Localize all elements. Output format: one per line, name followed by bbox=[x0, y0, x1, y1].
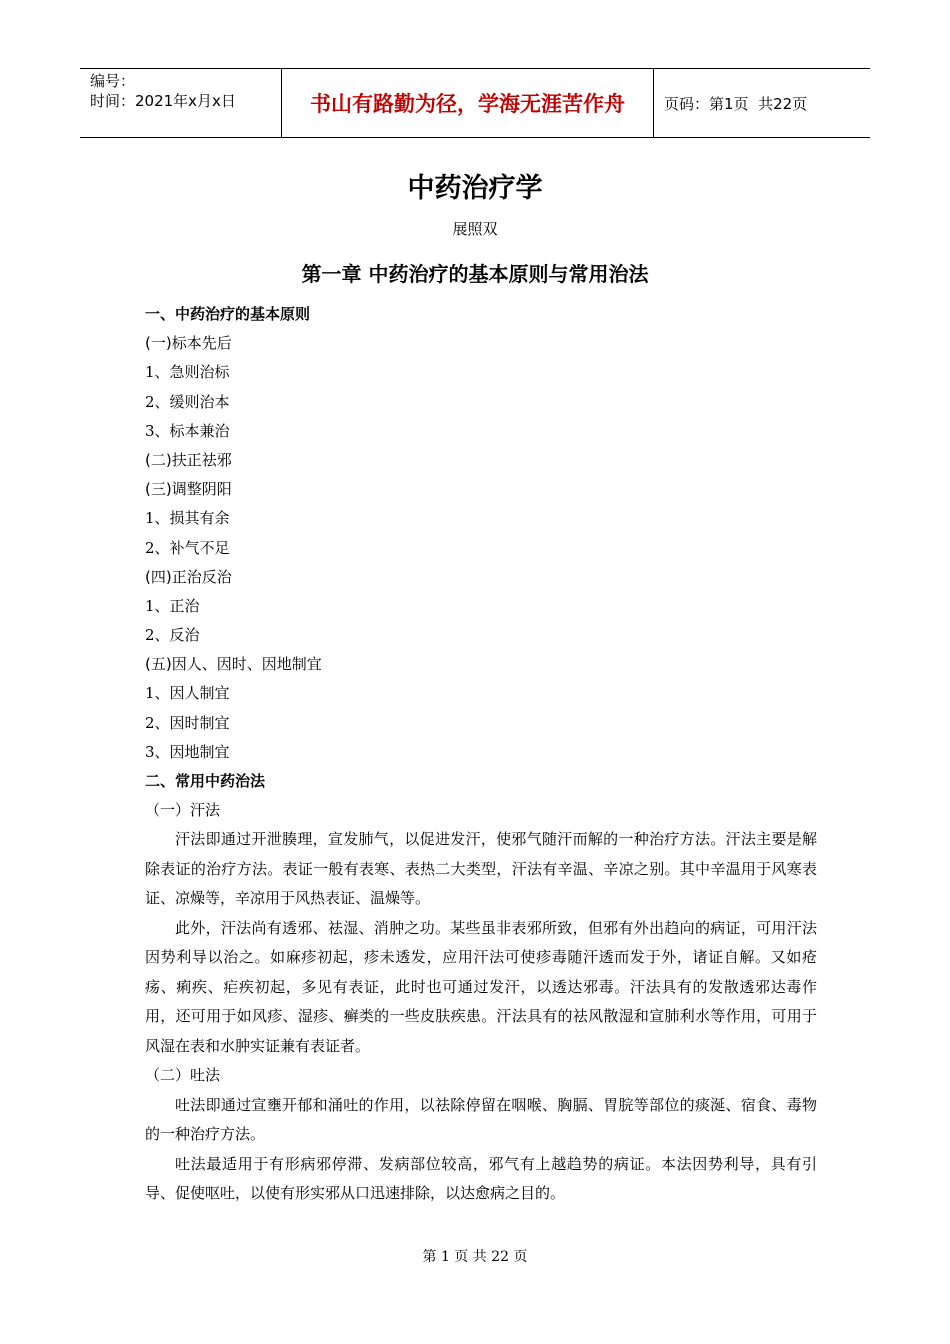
document-title: 中药治疗学 bbox=[407, 173, 543, 204]
subsection-heading: (四)正治反治 bbox=[145, 567, 232, 586]
author: 展照双 bbox=[452, 220, 498, 238]
list-item: 1、损其有余 bbox=[145, 509, 230, 528]
page-info: 页码：第1页 共22页 bbox=[664, 94, 808, 113]
motto: 书山有路勤为径，学海无涯苦作舟 bbox=[310, 92, 625, 116]
chapter-heading: 第一章 中药治疗的基本原则与常用治法 bbox=[301, 262, 649, 286]
subsection-heading: （一）汗法 bbox=[145, 801, 221, 820]
subsection-heading: (三)调整阴阳 bbox=[145, 480, 232, 499]
list-item: 3、因地制宜 bbox=[145, 742, 230, 761]
header-motto-cell bbox=[282, 69, 654, 137]
list-item: 1、因人制宜 bbox=[145, 684, 230, 703]
paragraph: 汗法即通过开泄腠理，宣发肺气，以促进发汗，使邪气随汗而解的一种治疗方法。汗法主要是解除表证的治疗方法。表证一般有表寒、表热二大类型，汗法有辛温、辛凉之别。其中辛温用于风寒表证、凉燥等，辛凉用于风热表证、温燥等。 bbox=[145, 830, 817, 908]
paragraph: 此外，汗法尚有透邪、祛湿、消肿之功。某些虽非表邪所致，但邪有外出趋向的病证，可用汗法因势利导以治之。如麻疹初起，疹未透发，应用汗法可使疹毒随汗透而发于外，诸证自解。又如疮疡、痢疾、疟疾初起，多见有表证，此时也可通过发汗，以透达邪毒。汗法具有的发散透邪达毒作用，还可用于如风疹、湿疹、癣类的一些皮肤疾患。汗法具有的祛风散湿和宣肺利水等作用，可用于风湿在表和水肿实证兼有表证者。 bbox=[145, 918, 817, 1055]
section-heading: 二、常用中药治法 bbox=[145, 772, 266, 790]
list-item: 1、正治 bbox=[145, 596, 200, 615]
subsection-heading: (二)扶正祛邪 bbox=[145, 450, 232, 469]
subsection-heading: (五)因人、因时、因地制宜 bbox=[145, 655, 322, 674]
list-item: 2、反治 bbox=[145, 626, 200, 645]
document-body bbox=[145, 300, 817, 1209]
header-meta-cell bbox=[80, 69, 282, 137]
time-label: 时间：2021年x月x日 bbox=[90, 92, 236, 110]
serial-label: 编号： bbox=[90, 72, 136, 90]
list-item: 2、缓则治本 bbox=[145, 392, 230, 411]
list-item: 2、补气不足 bbox=[145, 538, 230, 557]
list-item: 1、急则治标 bbox=[145, 363, 230, 382]
page-footer: 第 1 页 共 22 页 bbox=[422, 1249, 528, 1265]
paragraph: 吐法最适用于有形病邪停滞、发病部位较高，邪气有上越趋势的病证。本法因势利导，具有引导、促使呕吐，以使有形实邪从口迅速排除，以达愈病之目的。 bbox=[145, 1154, 817, 1203]
subsection-heading: （二）吐法 bbox=[145, 1066, 221, 1085]
list-item: 2、因时制宜 bbox=[145, 713, 230, 732]
paragraph: 吐法即通过宣壅开郁和涌吐的作用，以祛除停留在咽喉、胸膈、胃脘等部位的痰涎、宿食、毒物的一种治疗方法。 bbox=[145, 1095, 817, 1144]
section-heading: 一、中药治疗的基本原则 bbox=[145, 305, 311, 323]
subsection-heading: (一)标本先后 bbox=[145, 334, 232, 353]
list-item: 3、标本兼治 bbox=[145, 421, 230, 440]
page-header bbox=[80, 68, 870, 138]
header-page-cell bbox=[654, 69, 870, 137]
